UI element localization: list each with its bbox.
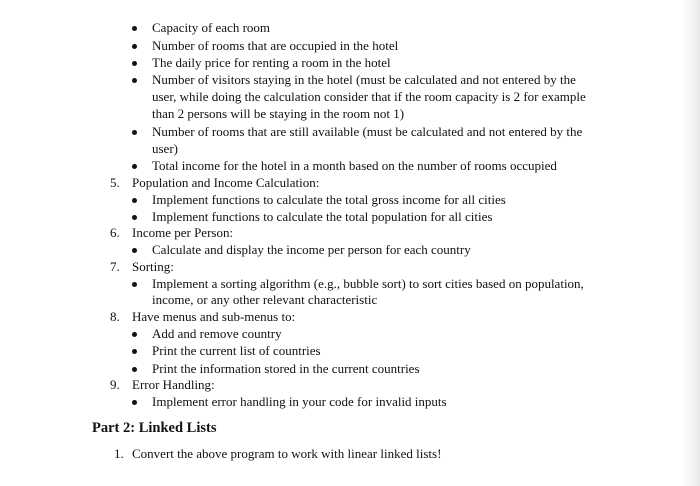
bullet-text: Capacity of each room [152,20,271,35]
bullet-dot [132,248,137,253]
bullet-text: Print the current list of countries [152,343,321,358]
section-title: Sorting: [132,259,174,274]
bullet-text: Number of rooms that are still available (must be calculated and not entered by the [152,124,583,139]
bullet-dot [132,26,137,31]
bullet-text-continued: user) [152,141,178,156]
bullet-dot [132,61,137,66]
bullet-text: Implement error handling in your code for invalid inputs [152,394,447,409]
section-number: 9. [110,377,120,392]
part2-heading: Part 2: Linked Lists [92,420,217,436]
section-title: Income per Person: [132,225,234,240]
bullet-dot [132,130,137,135]
bullet-text: The daily price for renting a room in the hotel [152,55,391,70]
bullet-dot [132,198,137,203]
bullet-dot [132,215,137,220]
section-title: Have menus and sub-menus to: [132,309,296,324]
bullet-dot [132,332,137,337]
section-number: 6. [110,225,120,240]
section-number: 5. [110,175,120,190]
bullet-dot [132,44,137,49]
section-title: Error Handling: [132,377,215,392]
bullet-dot [132,78,137,83]
bullet-text: Calculate and display the income per person for each country [152,242,471,257]
bullet-dot [132,164,137,169]
bullet-text: Implement functions to calculate the total population for all cities [152,209,493,224]
part2-item-text: Convert the above program to work with linear linked lists! [132,446,442,461]
page-edge-shadow [682,0,700,486]
bullet-dot [132,367,137,372]
bullet-dot [132,349,137,354]
bullet-text: Number of rooms that are occupied in the hotel [152,38,399,53]
bullet-text: Total income for the hotel in a month based on the number of rooms occupied [152,158,557,173]
bullet-text-continued: than 2 persons will be staying in the room not 1) [152,106,405,121]
section-title: Population and Income Calculation: [132,175,320,190]
bullet-text: Number of visitors staying in the hotel (must be calculated and not entered by the [152,72,576,87]
bullet-text: Implement functions to calculate the total gross income for all cities [152,192,506,207]
bullet-text-continued: user, while doing the calculation consider that if the room capacity is 2 for example [152,89,586,104]
bullet-text: Implement a sorting algorithm (e.g., bubble sort) to sort cities based on population, [152,276,584,291]
bullet-text: Print the information stored in the current countries [152,361,420,376]
bullet-dot [132,400,137,405]
bullet-text: Add and remove country [152,326,282,341]
section-number: 7. [110,259,120,274]
bullet-text-continued: income, or any other relevant characteristic [152,292,378,307]
bullet-dot [132,282,137,287]
part2-item-number: 1. [114,446,124,461]
section-number: 8. [110,309,120,324]
